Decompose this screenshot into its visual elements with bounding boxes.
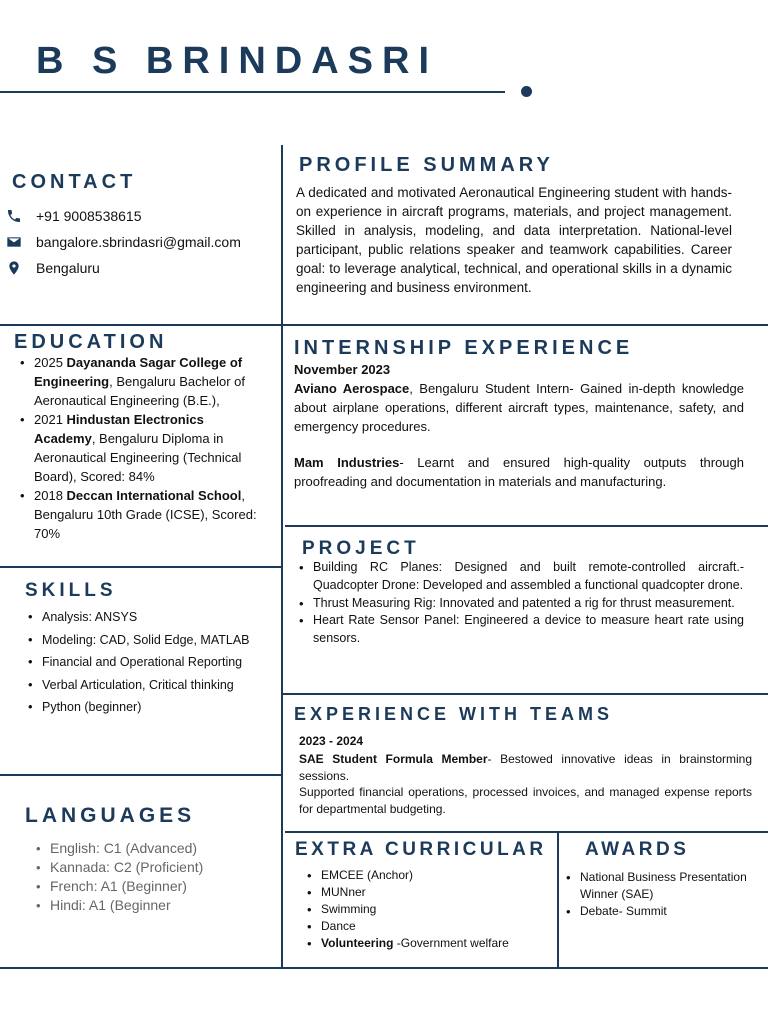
contact-phone[interactable] [6,203,241,229]
project-heading: PROJECT [302,538,420,559]
divider-internship-project [285,525,768,527]
project-item: • Thrust Measuring Rig: Innovated and patented a rig for thrust measurement. [299,595,744,613]
extra-item: • MUNner [307,884,552,901]
divider-education-skills [0,566,282,568]
languages-list [36,839,266,915]
skill-item: • Python (beginner) [28,696,268,719]
awards-list [566,869,766,920]
education-item: • 2018 Deccan International School, Bengaluru 10th Grade (ICSE), Scored: 70% [20,486,260,543]
internship-date: November 2023 [294,362,391,377]
skills-heading: SKILLS [25,580,117,601]
extra-item: • EMCEE (Anchor) [307,867,552,884]
education-heading: EDUCATION [14,331,168,353]
award-item: • Debate- Summit [566,903,766,920]
divider-project-teams [282,693,768,695]
internship-entry: Aviano Aerospace, Bengaluru Student Intern- Gained in-depth knowledge about airplane operations, different aircraft types, maintenance, safety, and emergency procedures. [294,381,744,434]
divider-contact-education [0,324,282,326]
skill-item: • Verbal Articulation, Critical thinking [28,674,268,697]
page-bottom-rule [0,967,768,969]
project-item: • Heart Rate Sensor Panel: Engineered a device to measure heart rate using sensors. [299,612,744,648]
education-list [20,353,260,543]
extra-item: • Volunteering -Government welfare [307,935,552,952]
contact-list [6,203,241,281]
divider-skills-languages [0,774,282,776]
profile-text: A dedicated and motivated Aeronautical Engineering student with hands-on experience in aircraft programs, materials, and project management. Skilled in analysis, modeling, and data interpretation. National-level participant, public relations speaker and teamwork capabilities. Career goal: to leverage analytical, technical, and operational skills in a dynamic engineering and business environment. [296,185,732,295]
extra-item: • Dance [307,918,552,935]
extra-heading: EXTRA CURRICULAR [295,839,547,860]
main-column-divider [281,145,283,968]
header-dot [521,86,532,97]
project-item: • Building RC Planes: Designed and built remote-controlled aircraft.- Quadcopter Drone: Developed and assembled a functional quadcopter drone. [299,559,744,595]
contact-location-text: Bengaluru [36,260,100,276]
language-item: • French: A1 (Beginner) [36,877,266,896]
contact-heading: CONTACT [12,171,137,193]
teams-date: 2023 - 2024 [299,734,364,748]
divider-extra-awards [557,831,559,968]
skills-list [28,606,268,719]
education-item: • 2021 Hindustan Electronics Academy, Bengaluru Diploma in Aeronautical Engineering (Technical Board), Scored: 84% [20,410,260,486]
teams-heading: EXPERIENCE WITH TEAMS [294,704,614,724]
profile-heading: PROFILE SUMMARY [299,154,554,176]
envelope-icon [6,234,22,250]
teams-role: SAE Student Formula Member- Bestowed innovative ideas in brainstorming sessions. [299,752,753,783]
teams-text: Supported financial operations, processed invoices, and managed expense reports for departmental budgeting. [299,785,752,816]
awards-heading: AWARDS [585,839,690,860]
language-item: • English: C1 (Advanced) [36,839,266,858]
language-item: • Hindi: A1 (Beginner [36,896,266,915]
phone-icon [6,208,22,224]
skill-item: • Modeling: CAD, Solid Edge, MATLAB [28,629,268,652]
contact-location [6,255,241,281]
skill-item: • Financial and Operational Reporting [28,651,268,674]
education-item: • 2025 Dayananda Sagar College of Engineering, Bengaluru Bachelor of Aeronautical Engineering (B.E.), [20,353,260,410]
divider-teams-extra [285,831,768,833]
extra-list [307,867,552,952]
contact-email[interactable] [6,229,241,255]
contact-email-text: bangalore.sbrindasri@gmail.com [36,234,241,250]
award-item: • National Business Presentation Winner (SAE) [566,869,766,903]
contact-phone-text: +91 9008538615 [36,208,142,224]
internship-heading: INTERNSHIP EXPERIENCE [294,337,634,359]
project-list [299,559,744,648]
header-rule [0,91,505,93]
candidate-name: B S BRINDASRI [36,40,439,82]
extra-item: • Swimming [307,901,552,918]
internship-entry: Mam Industries- Learnt and ensured high-quality outputs through proofreading and documentation in materials and manufacturing. [294,455,744,489]
skill-item: • Analysis: ANSYS [28,606,268,629]
languages-heading: LANGUAGES [25,804,196,827]
divider-profile-internship [282,324,768,326]
language-item: • Kannada: C2 (Proficient) [36,858,266,877]
location-pin-icon [6,260,22,276]
